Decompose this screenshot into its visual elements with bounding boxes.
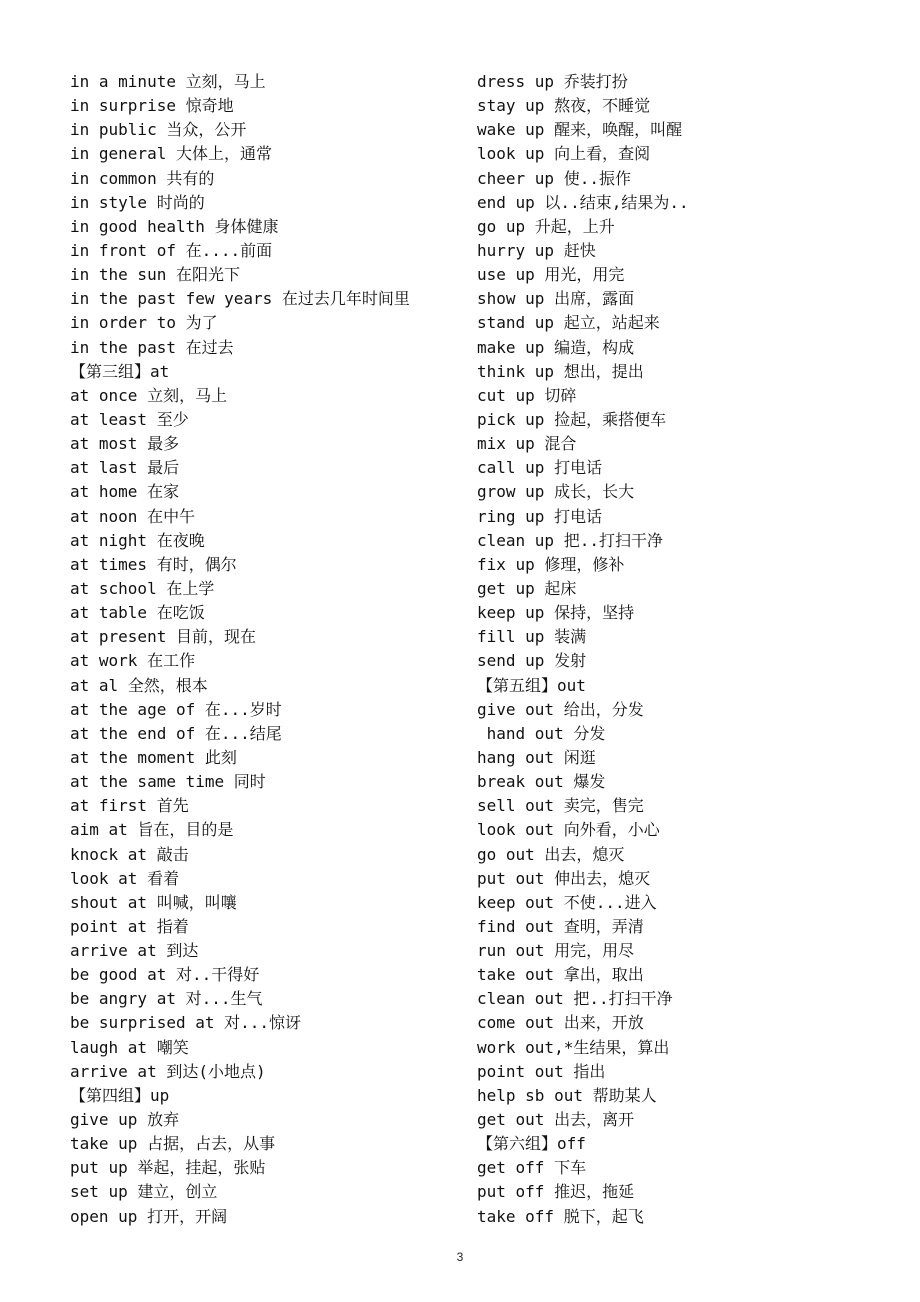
page-number: 3: [456, 1250, 464, 1264]
phrase-entry: take out 拿出，取出: [477, 965, 644, 985]
phrase-entry: at school 在上学: [70, 578, 215, 598]
phrase-entry: break out 爆发: [477, 772, 606, 792]
phrase-entry: in surprise 惊奇地: [70, 96, 234, 116]
phrase-entry: at the end of 在...结尾: [70, 723, 282, 743]
phrase-entry: in the past 在过去: [70, 337, 234, 357]
phrase-entry: end up 以..结束,结果为..: [477, 192, 689, 212]
phrase-entry: hang out 闲逛: [477, 747, 596, 767]
phrase-entry: take off 脱下，起飞: [477, 1206, 644, 1226]
phrase-entry: clean up 把..打扫干净: [477, 530, 663, 550]
phrase-entry: be surprised at 对...惊讶: [70, 1013, 302, 1033]
phrase-entry: at al 全然，根本: [70, 675, 208, 695]
phrase-entry: point out 指出: [477, 1061, 606, 1081]
phrase-entry: in general 大体上，通常: [70, 144, 272, 164]
phrase-entry: give up 放弃: [70, 1110, 180, 1130]
phrase-entry: get out 出去，离开: [477, 1110, 635, 1130]
phrase-entry: in common 共有的: [70, 168, 215, 188]
phrase-entry: at most 最多: [70, 434, 180, 454]
phrase-entry: hurry up 赶快: [477, 240, 596, 260]
phrase-entry: use up 用光，用完: [477, 265, 625, 285]
phrase-entry: at table 在吃饭: [70, 603, 205, 623]
phrase-entry: keep out 不使...进入: [477, 892, 657, 912]
section-heading: 【第五组】out: [477, 675, 586, 695]
phrase-entry: look out 向外看，小心: [477, 820, 660, 840]
phrase-entry: give out 给出，分发: [477, 699, 644, 719]
phrase-entry: hand out 分发: [477, 723, 606, 743]
phrase-entry: go out 出去，熄灭: [477, 844, 625, 864]
phrase-entry: cheer up 使..振作: [477, 168, 631, 188]
phrase-entry: stand up 起立，站起来: [477, 313, 660, 333]
left-column: [70, 70, 470, 1229]
phrase-entry: at present 目前，现在: [70, 627, 256, 647]
phrase-entry: fix up 修理，修补: [477, 554, 625, 574]
phrase-entry: at times 有时，偶尔: [70, 554, 237, 574]
phrase-entry: at home 在家: [70, 482, 180, 502]
phrase-entry: at first 首先: [70, 796, 189, 816]
phrase-entry: at last 最后: [70, 458, 180, 478]
phrase-entry: at the moment 此刻: [70, 747, 237, 767]
section-heading: 【第三组】at: [70, 361, 170, 381]
phrase-entry: in public 当众，公开: [70, 120, 247, 140]
phrase-entry: in order to 为了: [70, 313, 218, 333]
phrase-entry: at the same time 同时: [70, 772, 266, 792]
phrase-entry: in style 时尚的: [70, 192, 205, 212]
phrase-entry: put out 伸出去，熄灭: [477, 868, 651, 888]
phrase-entry: at night 在夜晚: [70, 530, 205, 550]
phrase-entry: dress up 乔装打扮: [477, 72, 628, 91]
phrase-entry: put off 推迟，拖延: [477, 1182, 635, 1202]
phrase-entry: be angry at 对...生气: [70, 989, 263, 1009]
phrase-entry: at least 至少: [70, 409, 189, 429]
phrase-entry: look up 向上看，查阅: [477, 144, 651, 164]
phrase-entry: point at 指着: [70, 916, 189, 936]
phrase-entry: get up 起床: [477, 578, 577, 598]
phrase-entry: clean out 把..打扫干净: [477, 989, 673, 1009]
phrase-entry: take up 占据，占去，从事: [70, 1134, 276, 1154]
phrase-entry: at work 在工作: [70, 651, 196, 671]
phrase-entry: think up 想出，提出: [477, 361, 644, 381]
phrase-entry: make up 编造，构成: [477, 337, 635, 357]
phrase-entry: laugh at 嘲笑: [70, 1037, 189, 1057]
phrase-entry: ring up 打电话: [477, 506, 603, 526]
phrase-entry: aim at 旨在，目的是: [70, 820, 234, 840]
phrase-entry: mix up 混合: [477, 434, 577, 454]
phrase-entry: at once 立刻，马上: [70, 385, 228, 405]
phrase-entry: find out 查明，弄清: [477, 916, 644, 936]
phrase-entry: at the age of 在...岁时: [70, 699, 282, 719]
phrase-entry: grow up 成长，长大: [477, 482, 635, 502]
phrase-entry: get off 下车: [477, 1158, 587, 1178]
phrase-entry: call up 打电话: [477, 458, 603, 478]
phrase-entry: at noon 在中午: [70, 506, 196, 526]
phrase-entry: fill up 装满: [477, 627, 587, 647]
phrase-entry: in front of 在....前面: [70, 240, 273, 260]
section-heading: 【第六组】off: [477, 1134, 586, 1154]
phrase-entry: stay up 熬夜，不睡觉: [477, 96, 651, 116]
phrase-entry: in the past few years 在过去几年时间里: [70, 289, 410, 309]
phrase-entry: arrive at 到达(小地点): [70, 1061, 266, 1081]
phrase-entry: help sb out 帮助某人: [477, 1085, 657, 1105]
phrase-entry: open up 打开，开阔: [70, 1206, 228, 1226]
phrase-entry: in the sun 在阳光下: [70, 265, 240, 285]
phrase-entry: go up 升起，上升: [477, 216, 615, 236]
phrase-entry: put up 举起，挂起，张贴: [70, 1158, 266, 1178]
phrase-entry: set up 建立，创立: [70, 1182, 218, 1202]
phrase-entry: in good health 身体健康: [70, 216, 279, 236]
right-column: [477, 70, 897, 1229]
section-heading: 【第四组】up: [70, 1085, 170, 1105]
phrase-entry: cut up 切碎: [477, 385, 577, 405]
phrase-entry: sell out 卖完，售完: [477, 796, 644, 816]
phrase-entry: show up 出席，露面: [477, 289, 635, 309]
phrase-entry: send up 发射: [477, 651, 587, 671]
phrase-entry: in a minute 立刻，马上: [70, 72, 266, 91]
phrase-entry: arrive at 到达: [70, 941, 199, 961]
phrase-entry: look at 看着: [70, 868, 180, 888]
phrase-entry: shout at 叫喊，叫嚷: [70, 892, 237, 912]
phrase-entry: wake up 醒来，唤醒，叫醒: [477, 120, 683, 140]
phrase-entry: pick up 捡起，乘搭便车: [477, 409, 667, 429]
phrase-entry: be good at 对..干得好: [70, 965, 260, 985]
phrase-entry: keep up 保持，坚持: [477, 603, 635, 623]
phrase-entry: come out 出来，开放: [477, 1013, 644, 1033]
phrase-entry: knock at 敲击: [70, 844, 189, 864]
phrase-entry: work out,*生结果，算出: [477, 1037, 670, 1057]
phrase-entry: run out 用完，用尽: [477, 941, 635, 961]
